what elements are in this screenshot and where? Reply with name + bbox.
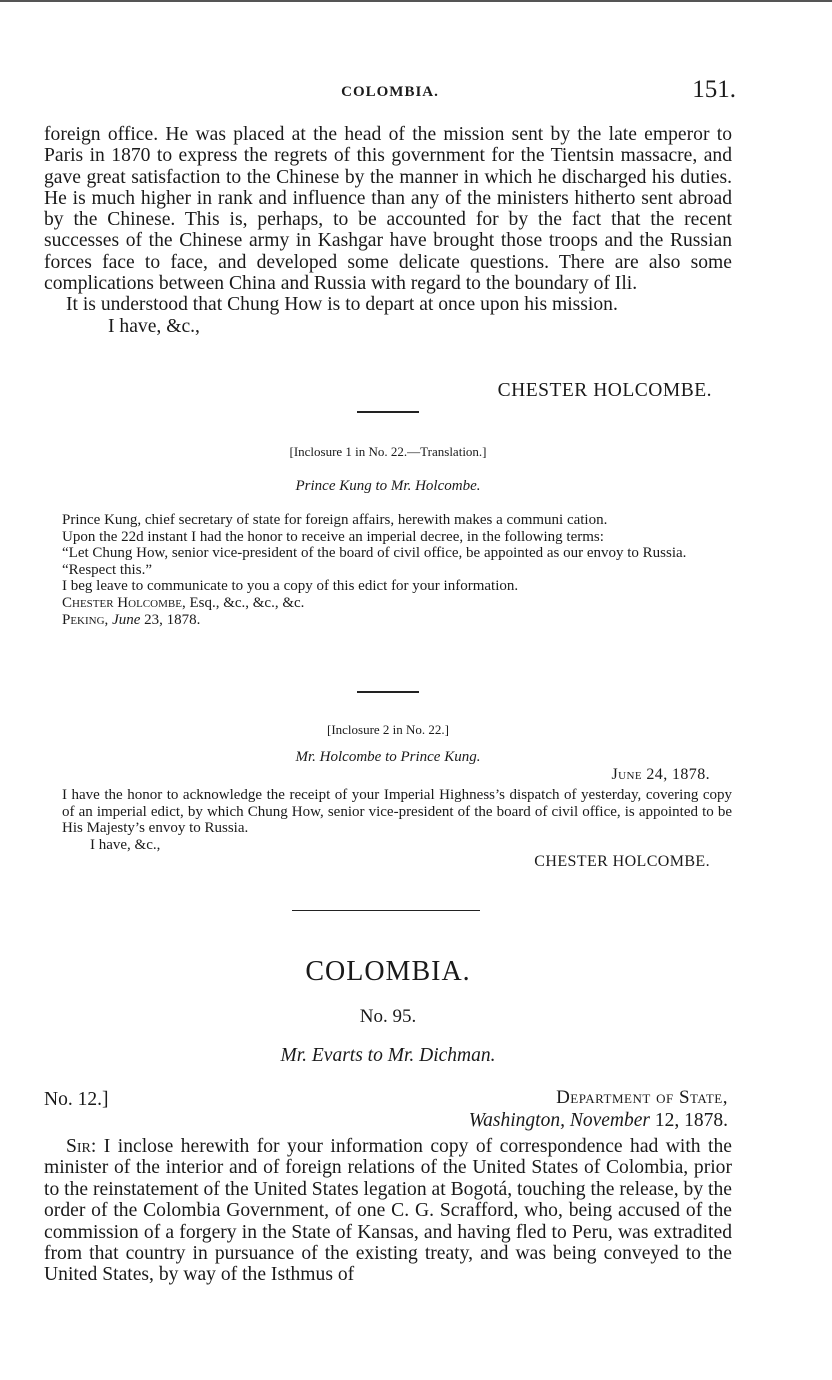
- inclosure1-line: Upon the 22d instant I had the honor to receive an imperial decree, in the following terms:: [62, 528, 604, 545]
- letter-month: November: [569, 1110, 650, 1131]
- inclosure2-text: [62, 787, 732, 853]
- opening-closing-paragraph: It is understood that Chung How is to depart at once upon his mission.: [66, 294, 618, 316]
- inclosure2-signature: CHESTER HOLCOMBE.: [534, 853, 710, 870]
- inclosure2-heading: Mr. Holcombe to Prince Kung.: [295, 749, 481, 765]
- letter-date: 12, 1878.: [654, 1110, 728, 1131]
- inclosure1-heading: Prince Kung to Mr. Holcombe.: [295, 478, 481, 494]
- inclosure2-date-rest: 24, 1878.: [646, 766, 710, 783]
- inclosure1-addressee: [62, 595, 732, 612]
- top-border: [0, 0, 832, 2]
- opening-signature: CHESTER HOLCOMBE.: [497, 380, 712, 401]
- opening-salutation: I have, &c.,: [108, 315, 200, 337]
- inclosure2-date: [612, 766, 710, 784]
- section-divider: [292, 910, 480, 911]
- inclosure2-month: June: [611, 766, 642, 783]
- addressee-name: Chester Holcombe: [62, 594, 182, 611]
- department: [556, 1087, 728, 1109]
- inclosure1-month: June: [112, 611, 141, 628]
- document-number: No. 95.: [359, 1006, 417, 1027]
- inclosure1-text: [62, 512, 732, 628]
- place-date: [469, 1110, 728, 1132]
- letter-body: [44, 1136, 732, 1286]
- inclosure2-paragraph: I have the honor to acknowledge the receipt of your Imperial Highness’s dispatch of yesterday, covering copy of an imperial edict, by which Chung How, senior vice-president of the board of civil office, is appointed to be His Majesty’s envoy to Russia.: [62, 787, 732, 837]
- letter-paragraph: [44, 1136, 732, 1286]
- inclosure2-salutation: I have, &c.,: [90, 836, 161, 853]
- opening-paragraph: foreign office. He was placed at the head of the mission sent by the late emperor to Paris in 1870 to express the regrets of this government for the Tientsin massacre, and gave great satisfaction to the Chinese by the manner in which he discharged his duties. He is much higher in rank and influence than any of the ministers hitherto sent abroad by the Chinese. This is, perhaps, to be accounted for by the fact that the recent successes of the Chinese army in Kashgar have brought those troops and the Russian forces face to face, and developed some delicate questions. There are also some complications between China and Russia with regard to the boundary of Ili.: [44, 124, 732, 295]
- department-name: Department of State,: [556, 1087, 728, 1108]
- inclosure1-date: 23, 1878.: [144, 611, 201, 628]
- letter-text: : I inclose herewith for your information copy of correspondence had with the minister of the interior and of foreign relations of the United States of Colombia, prior to the reinstatement of the United States legation at Bogotá, touching the release, by the order of the Colombia Government, of one C. G. Scrafford, who, being accused of the commission of a forgery in the State of Kansas, and having fled to Peru, was extradited from that country in pursuance of the existing treaty, and was being conveyed to the United States, by way of the Isthmus of: [44, 1136, 732, 1286]
- inclosure1-line: I beg leave to communicate to you a copy of this edict for your information.: [62, 578, 519, 595]
- running-head: [44, 76, 736, 110]
- inclosure1-caption: [Inclosure 1 in No. 22.—Translation.]: [289, 444, 487, 459]
- running-title: COLOMBIA.: [341, 84, 439, 100]
- letter-salutation: Sir: [66, 1136, 91, 1157]
- section-title: COLOMBIA.: [305, 956, 471, 987]
- inclosure1-line: “Let Chung How, senior vice-president of the board of civil office, be appointed as our envoy to Russia.: [62, 545, 687, 562]
- inclosure1-line: “Respect this.”: [62, 561, 152, 578]
- opening-text: [44, 124, 732, 337]
- addressee-rest: , Esq., &c., &c., &c.: [181, 594, 305, 611]
- inclosure2-caption: [Inclosure 2 in No. 22.]: [326, 722, 450, 737]
- page-number: 151.: [692, 76, 736, 103]
- inclosure1-line: Prince Kung, chief secretary of state for foreign affairs, herewith makes a communi cation.: [62, 512, 608, 528]
- letter-heading: Mr. Evarts to Mr. Dichman.: [280, 1045, 496, 1066]
- letter-number: No. 12.]: [44, 1089, 109, 1110]
- section-rule: [357, 691, 419, 693]
- inclosure1-dateline: [62, 612, 732, 629]
- letter-place: Washington,: [468, 1110, 565, 1131]
- section-rule: [357, 411, 419, 413]
- inclosure1-place: Peking,: [62, 611, 109, 628]
